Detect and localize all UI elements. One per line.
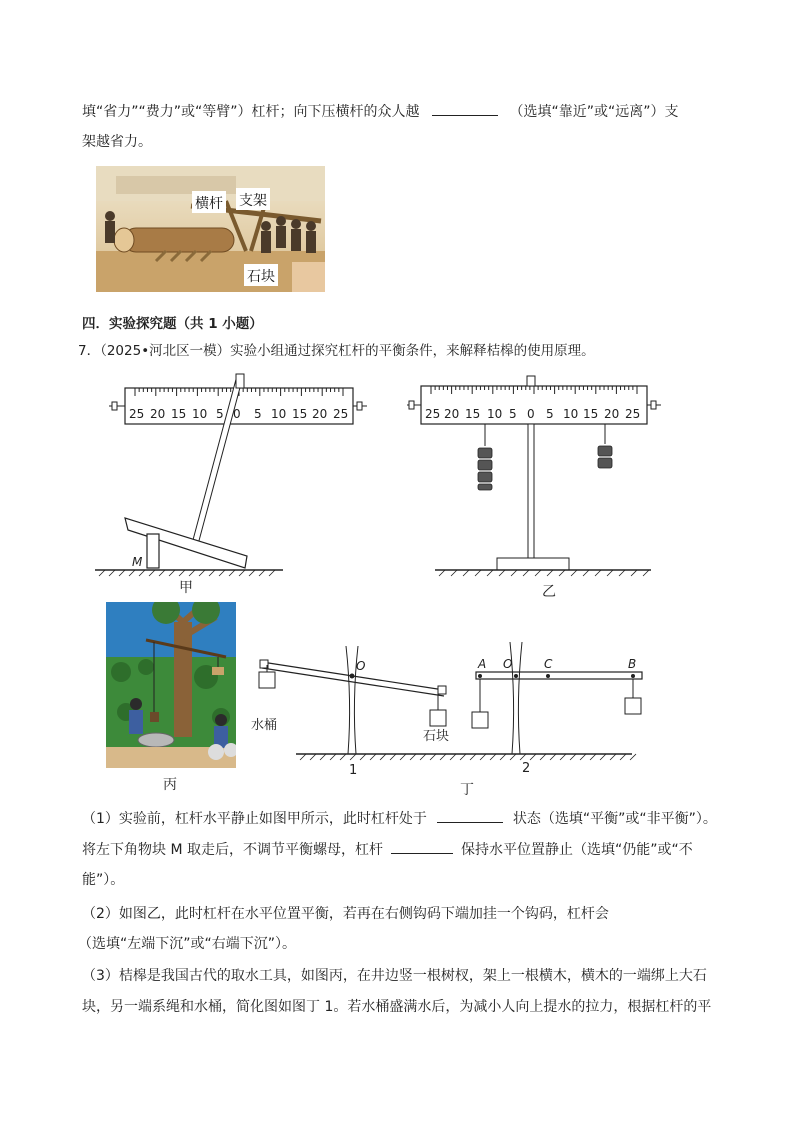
ground-hatch — [400, 754, 406, 760]
ground-hatch — [430, 754, 436, 760]
tick-label: 10 — [487, 407, 503, 421]
label-crossbar: 横杆 — [195, 196, 223, 212]
ground-hatch — [520, 754, 526, 760]
ground-hatch — [560, 754, 566, 760]
label-bucket: 水桶 — [251, 718, 278, 733]
ground-hatch — [310, 754, 316, 760]
answer-blank[interactable] — [391, 839, 453, 854]
point-c: C — [544, 657, 553, 671]
tick-label: 5 — [546, 407, 554, 421]
part-1-line-b: 将左下角物块 M 取走后，不调节平衡螺母，杠杆 保持水平位置静止（选填“仍能”或“不 — [82, 839, 693, 860]
tick-label: 20 — [604, 407, 620, 421]
tick-label: 25 — [425, 407, 441, 421]
tick-label: 20 — [150, 407, 166, 421]
figure-yi — [405, 372, 665, 600]
point-o-2: O — [503, 657, 513, 671]
tick-label: 10 — [563, 407, 579, 421]
tick-label: 20 — [444, 407, 460, 421]
text-line-1: 填“省力”“费力”或“等臂”）杠杆；向下压横杆的众人越 （选填“靠近”或“远离”）支 — [82, 101, 679, 122]
tick-label: 20 — [312, 407, 328, 421]
ground-hatch — [590, 754, 596, 760]
ground-hatch — [300, 754, 306, 760]
ground-hatch — [390, 754, 396, 760]
ground-hatch — [500, 754, 506, 760]
tick-label: 5 — [254, 407, 262, 421]
ground-hatch — [340, 754, 346, 760]
caption-bing: 丙 — [163, 777, 177, 793]
part-3-line-a: （3）桔槔是我国古代的取水工具，如图丙，在井边竖一根树杈，架上一根横木，横木的一端绑上大石 — [82, 968, 707, 984]
ground-hatch — [580, 754, 586, 760]
part-1-line-a: （1）实验前，杠杆水平静止如图甲所示，此时杠杆处于 状态（选填“平衡”或“非平衡”）。 — [82, 808, 717, 829]
label-num-2: 2 — [522, 761, 531, 776]
tick-label: 10 — [271, 407, 287, 421]
ground-hatch — [380, 754, 386, 760]
point-b: B — [628, 657, 637, 671]
ground-hatch — [420, 754, 426, 760]
ground-hatch — [630, 754, 636, 760]
figure-ding — [248, 640, 658, 800]
ground-hatch — [440, 754, 446, 760]
tick-label: 5 — [509, 407, 517, 421]
question-7-stem: 7．（2025•河北区一模）实验小组通过探究杠杆的平衡条件，来解释桔槔的使用原理。 — [78, 343, 595, 359]
ground-hatch — [350, 754, 356, 760]
section-heading: 四．实验探究题（共 1 小题） — [82, 316, 263, 332]
ground-hatch — [610, 754, 616, 760]
tick-label: 0 — [527, 407, 535, 421]
ground-hatch — [530, 754, 536, 760]
caption-jia: 甲 — [179, 580, 193, 596]
ground-hatch — [540, 754, 546, 760]
tick-label: 15 — [171, 407, 187, 421]
block-m-label: M — [132, 555, 143, 569]
label-stone: 石块 — [247, 269, 275, 285]
ground-hatch — [320, 754, 326, 760]
ground-hatch — [600, 754, 606, 760]
part-1-line-c: 能”）。 — [82, 872, 125, 888]
answer-blank[interactable] — [432, 101, 498, 116]
ground-hatch — [510, 754, 516, 760]
figure-jia — [95, 372, 375, 600]
ground-hatch — [550, 754, 556, 760]
ground-hatch — [360, 754, 366, 760]
tick-label: 25 — [333, 407, 349, 421]
label-num-1: 1 — [349, 763, 358, 778]
part-2-line-b: （选填“左端下沉”或“右端下沉”）。 — [78, 936, 297, 952]
part-3-line-b: 块，另一端系绳和水桶，简化图如图丁 1。若水桶盛满水后，为减小人向上提水的拉力，根据杠杆的平 — [82, 999, 712, 1015]
caption-ding: 丁 — [460, 782, 474, 798]
ground-hatch — [460, 754, 466, 760]
ground-hatch — [450, 754, 456, 760]
ground-hatch — [490, 754, 496, 760]
tick-label: 25 — [625, 407, 641, 421]
ground-hatch — [410, 754, 416, 760]
tick-label: 15 — [583, 407, 599, 421]
part-2-line-a: （2）如图乙，此时杠杆在水平位置平衡，若再在右侧钩码下端加挂一个钩码，杠杆会 — [82, 906, 609, 922]
tick-label: 10 — [192, 407, 208, 421]
ground-hatch — [620, 754, 626, 760]
answer-blank[interactable] — [437, 808, 503, 823]
illustration-crossbar — [96, 166, 325, 292]
label-stone-ding: 石块 — [423, 729, 450, 744]
point-a: A — [478, 657, 487, 671]
tick-label: 5 — [216, 407, 224, 421]
figure-bing — [106, 602, 236, 768]
ground-hatch — [470, 754, 476, 760]
pivot-o-1: O — [356, 659, 366, 673]
text-line-2: 架越省力。 — [82, 134, 152, 150]
tick-label: 25 — [129, 407, 145, 421]
tick-label: 15 — [465, 407, 481, 421]
caption-yi: 乙 — [542, 584, 556, 600]
tick-label: 15 — [292, 407, 308, 421]
label-support: 支架 — [239, 193, 267, 209]
ground-hatch — [330, 754, 336, 760]
ground-hatch — [370, 754, 376, 760]
tick-label: 0 — [233, 407, 241, 421]
ground-hatch — [570, 754, 576, 760]
ground-hatch — [480, 754, 486, 760]
